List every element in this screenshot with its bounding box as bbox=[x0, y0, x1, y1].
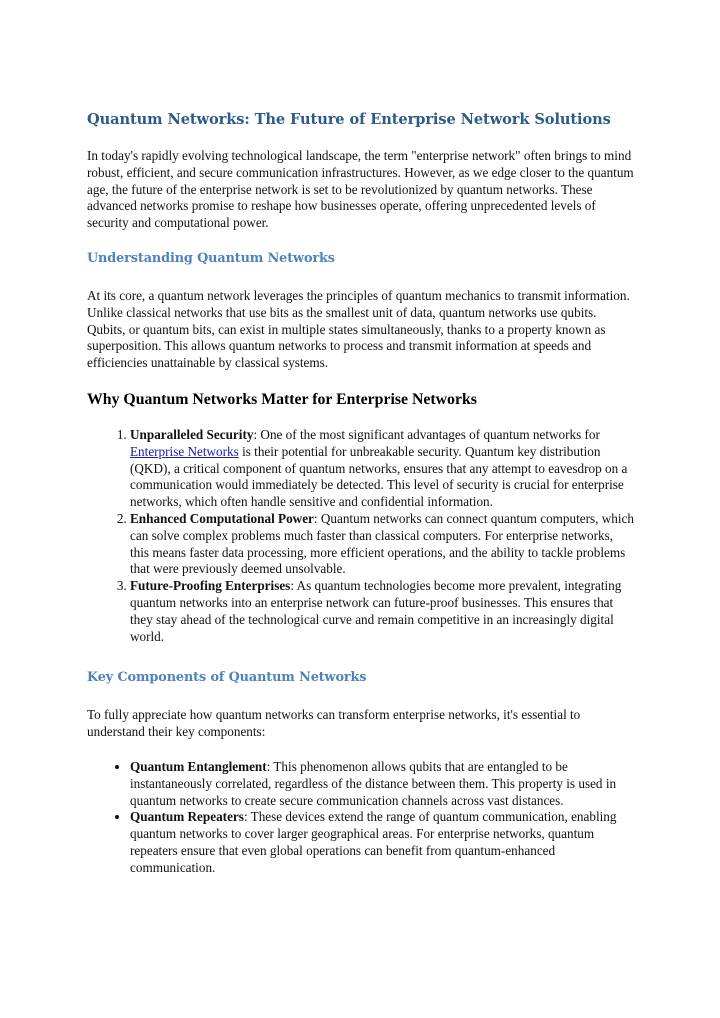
document-content bbox=[87, 110, 635, 893]
list-item-term: Enhanced Computational Power bbox=[130, 510, 314, 526]
key-components-list bbox=[87, 759, 635, 877]
list-item-term: Quantum Entanglement bbox=[130, 758, 267, 774]
intro-paragraph: In today's rapidly evolving technological landscape, the term "enterprise network" often brings to mind robust, efficient, and secure communication infrastructures. However, as we edge closer to the quantum age, the future of the enterprise network is set to be revolutionized by quantum networks. These advanced networks promise to reshape how businesses operate, offering unprecedented levels of security and computational power. bbox=[87, 148, 634, 231]
list-item bbox=[130, 809, 635, 876]
section-heading-understanding: Understanding Quantum Networks bbox=[87, 250, 335, 266]
list-item-text: : This phenomenon allows qubits that are entangled to be instantaneously correlated, regardless of the distance between them. This property is used in quantum networks to create secure communication channels across vast distances. bbox=[130, 758, 617, 808]
list-item-term: Future-Proofing Enterprises bbox=[130, 578, 291, 594]
section-heading-key-components: Key Components of Quantum Networks bbox=[87, 670, 367, 686]
list-item bbox=[130, 511, 635, 578]
list-item-term: Unparalleled Security bbox=[130, 426, 254, 442]
list-item-text: : Quantum networks can connect quantum computers, which can solve complex problems much faster than classical computers. For enterprise networks, this means faster data processing, more efficient operations, and the ability to tackle problems that were previously deemed unsolvable. bbox=[130, 510, 634, 577]
list-item-term: Quantum Repeaters bbox=[130, 809, 244, 825]
key-components-paragraph: To fully appreciate how quantum networks can transform enterprise networks, it's essential to understand their key components: bbox=[87, 707, 581, 740]
list-item bbox=[130, 759, 635, 809]
understanding-paragraph: At its core, a quantum network leverages the principles of quantum mechanics to transmit information. Unlike classical networks that use bits as the smallest unit of data, quantum networks use qubits. Qubits, or quantum bits, can exist in multiple states simultaneously, thanks to a property known as superposition. This allows quantum networks to process and transmit information at speeds and efficiencies unattainable by classical systems. bbox=[87, 287, 630, 371]
page-title: Quantum Networks: The Future of Enterprise Network Solutions bbox=[87, 111, 611, 128]
list-item bbox=[130, 578, 635, 645]
list-item-text: is their potential for unbreakable security. Quantum key distribution (QKD), a critical component of quantum networks, ensures that any attempt to eavesdrop on a communication would immediately be detected. This level of security is crucial for enterprise networks, which often handle sensitive and confidential information. bbox=[130, 443, 628, 510]
list-item-text: : As quantum technologies become more prevalent, integrating quantum networks into an enterprise network can future-proof businesses. This ensures that they stay ahead of the technological curve and remain competitive in an increasingly digital world. bbox=[130, 578, 622, 644]
list-item-text: : One of the most significant advantages of quantum networks for bbox=[253, 426, 600, 442]
section-heading-why-matter: Why Quantum Networks Matter for Enterprise Networks bbox=[87, 390, 477, 408]
enterprise-networks-link[interactable]: Enterprise Networks bbox=[130, 443, 239, 459]
why-matter-list bbox=[87, 427, 635, 645]
list-item-text: : These devices extend the range of quantum communication, enabling quantum networks to cover larger geographical areas. For enterprise networks, quantum repeaters ensure that even global operations can benefit from quantum-enhanced communication. bbox=[130, 809, 617, 875]
list-item bbox=[130, 427, 635, 511]
